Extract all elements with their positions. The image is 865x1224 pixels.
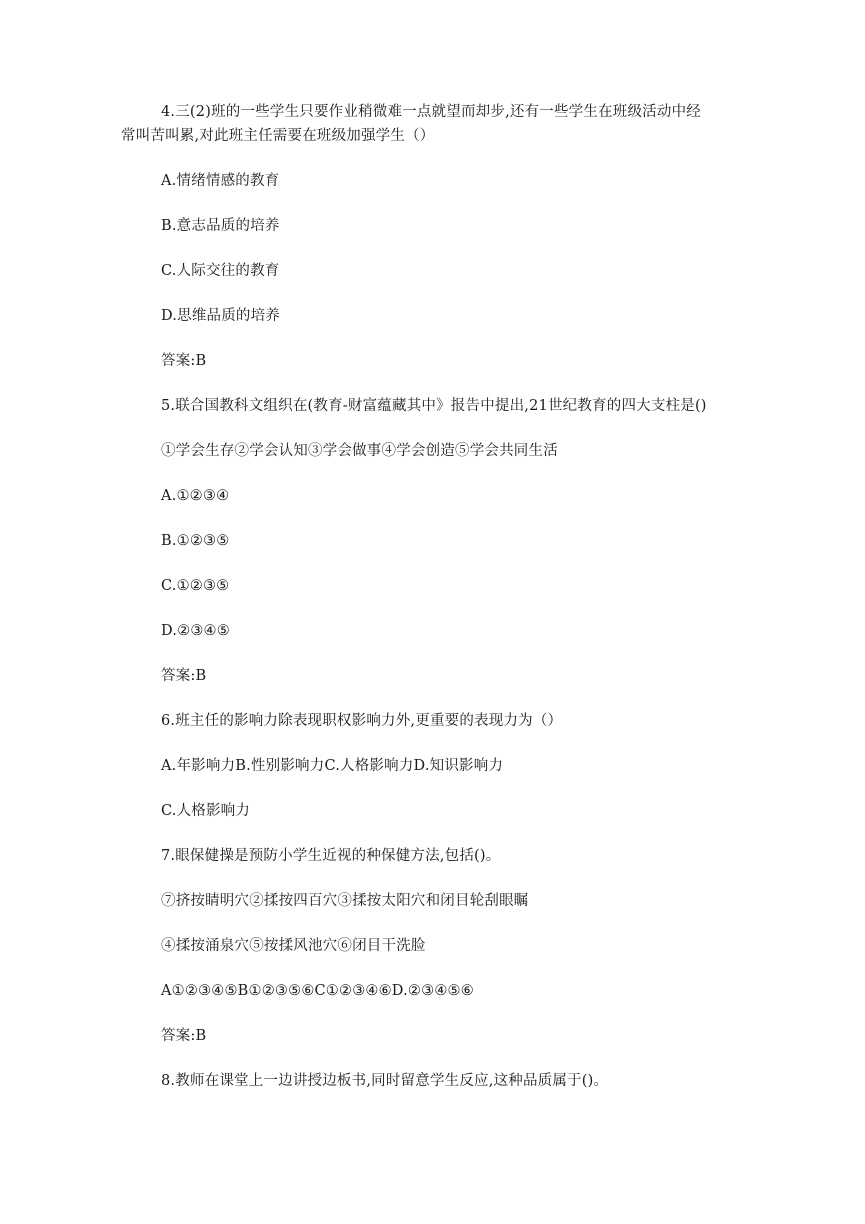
question-5: 5.联合国教科文组织在(教育-财富蕴藏其中》报告中提出,21世纪教育的四大支柱是() <box>161 398 707 414</box>
question-6-options: A.年影响力B.性别影响力C.人格影响力D.知识影响力 <box>161 758 504 774</box>
question-6-answer: C.人格影响力 <box>161 803 251 819</box>
question-4-option-c: C.人际交往的教育 <box>161 263 280 279</box>
question-7-options: A①②③④⑤B①②③⑤⑥C①②③④⑥D.②③④⑤⑥ <box>161 983 474 999</box>
question-5-option-a: A.①②③④ <box>161 488 230 504</box>
question-4-line-1: 4.三(2)班的一些学生只要作业稍微难一点就望而却步,还有一些学生在班级活动中经 <box>161 104 701 120</box>
question-4-option-b: B.意志品质的培养 <box>161 218 280 234</box>
question-8: 8.教师在课堂上一边讲授边板书,同时留意学生反应,这种品质属于()。 <box>161 1073 609 1089</box>
question-5-answer: 答案:B <box>161 668 207 684</box>
question-5-option-d: D.②③④⑤ <box>161 623 230 639</box>
question-4-option-d: D.思维品质的培养 <box>161 308 281 324</box>
question-5-option-b: B.①②③⑤ <box>161 533 230 549</box>
question-4-answer: 答案:B <box>161 353 207 369</box>
question-7-answer: 答案:B <box>161 1028 207 1044</box>
question-4-line-2: 常叫苦叫累,对此班主任需要在班级加强学生（） <box>121 128 435 144</box>
question-5-option-c: C.①②③⑤ <box>161 578 230 594</box>
question-7: 7.眼保健操是预防小学生近视的种保健方法,包括()。 <box>161 848 501 864</box>
question-4-option-a: A.情绪情感的教育 <box>161 173 280 189</box>
question-4 <box>121 100 741 148</box>
question-6: 6.班主任的影响力除表现职权影响力外,更重要的表现力为（） <box>161 713 563 729</box>
document-content <box>121 100 741 1114</box>
question-7-items-2: ④揉按涌泉穴⑤按揉风池穴⑥闭目干洗脸 <box>161 938 426 954</box>
question-5-items: ①学会生存②学会认知③学会做事④学会创造⑤学会共同生活 <box>161 443 558 459</box>
question-7-items-1: ⑦挤按睛明穴②揉按四百穴③揉按太阳穴和闭目轮刮眼瞩 <box>161 893 529 909</box>
